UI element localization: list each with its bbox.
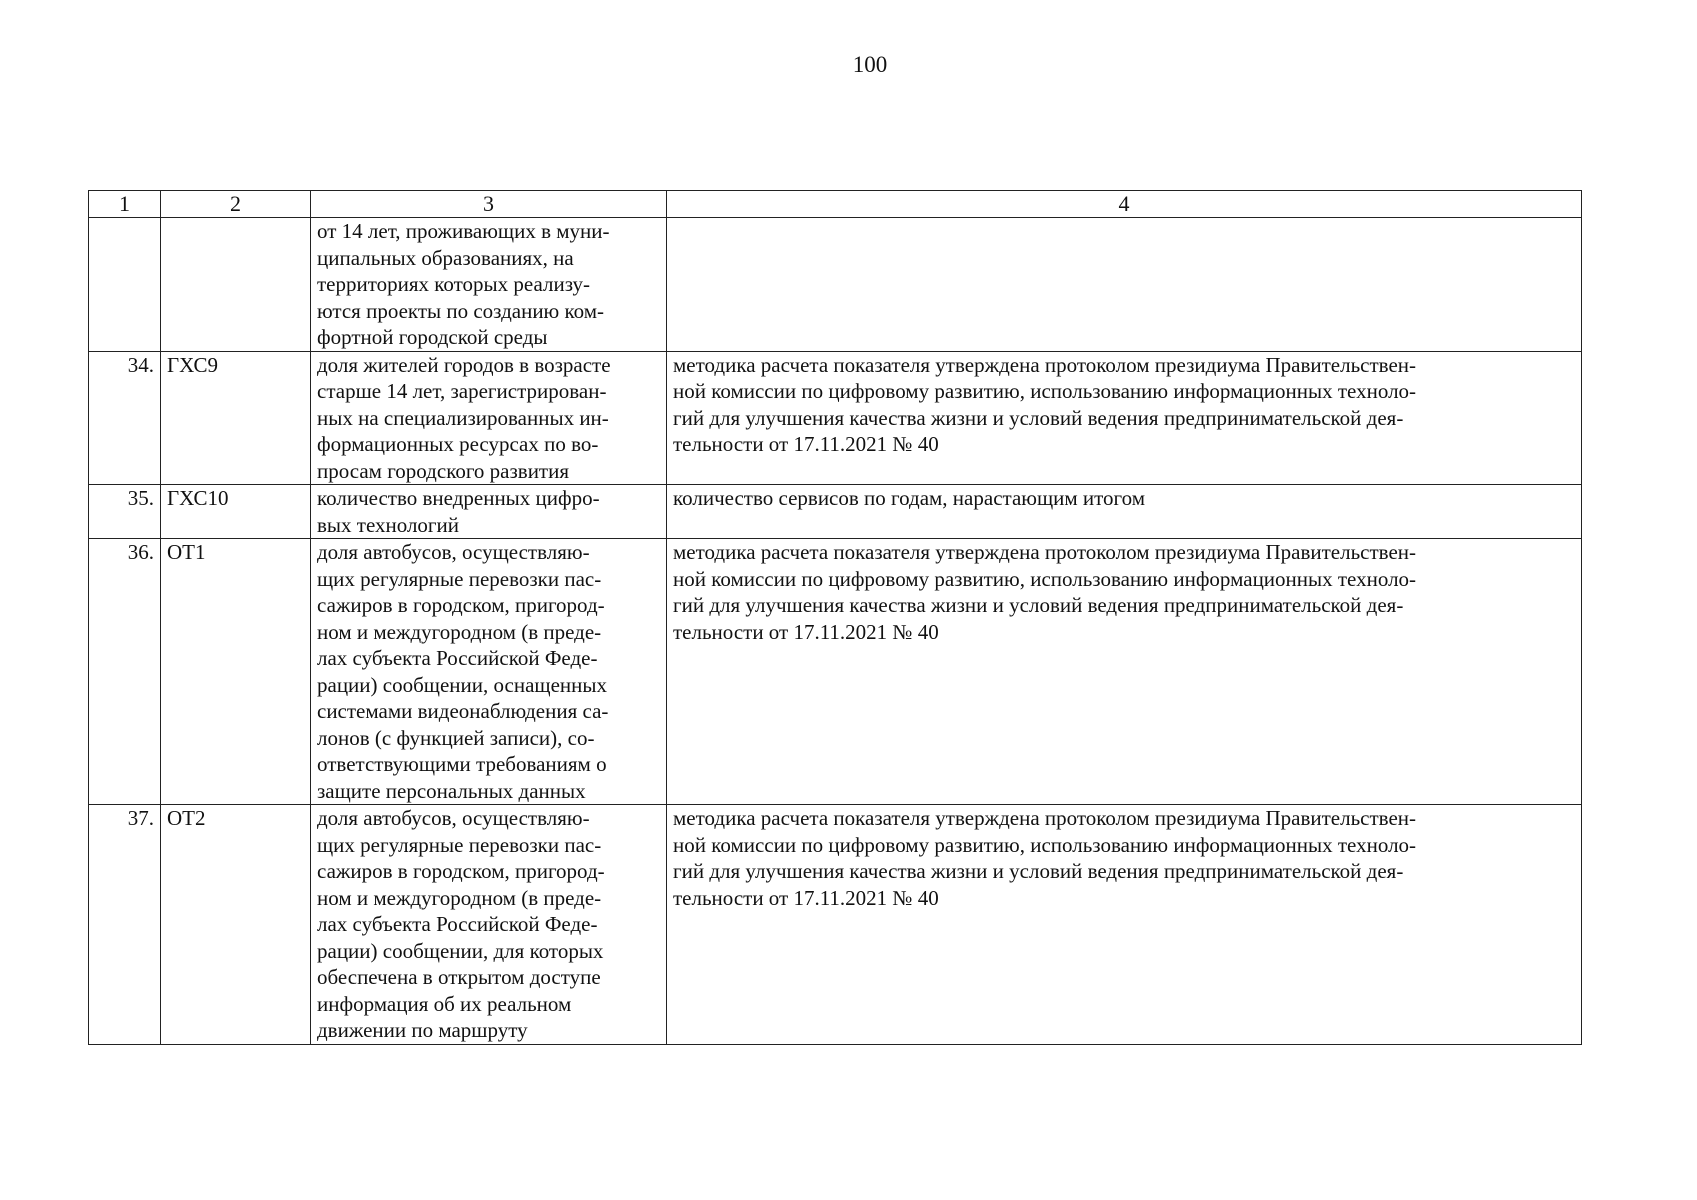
- name-line: щих регулярные перевозки пас-: [317, 566, 602, 591]
- table-row: [89, 485, 1582, 539]
- name-line: количество внедренных цифро-: [317, 486, 600, 510]
- name-line: ются проекты по созданию ком-: [317, 298, 605, 323]
- method-line: количество сервисов по годам, нарастающим итогом: [673, 486, 1146, 510]
- name-line: вых технологий: [317, 512, 460, 537]
- row-name-cell: [311, 539, 667, 805]
- method-line: тельности от 17.11.2021 № 40: [673, 885, 939, 910]
- name-line: рации) сообщении, оснащенных: [317, 672, 607, 697]
- method-line: методика расчета показателя утверждена протоколом президиума Правительствен-: [673, 806, 1416, 830]
- name-line: фортной городской среды: [317, 325, 548, 349]
- name-line: доля автобусов, осуществляю-: [317, 806, 590, 830]
- row-code-cell: ГХС9: [161, 351, 311, 485]
- row-number-cell: 37.: [89, 805, 161, 1045]
- method-line: тельности от 17.11.2021 № 40: [673, 432, 939, 456]
- table-row: [89, 805, 1582, 1045]
- row-name-cell: [311, 218, 667, 352]
- table-row: [89, 539, 1582, 805]
- name-line: обеспечена в открытом доступе: [317, 965, 601, 989]
- name-line: движении по маршруту: [317, 1018, 528, 1042]
- name-line: формационных ресурсах по во-: [317, 432, 599, 456]
- row-number-cell: 34.: [89, 351, 161, 485]
- method-line: методика расчета показателя утверждена протоколом президиума Правительствен-: [673, 540, 1416, 564]
- table-row-continuation: [89, 218, 1582, 352]
- name-line: территориях которых реализу-: [317, 272, 591, 296]
- method-line: методика расчета показателя утверждена протоколом президиума Правительствен-: [673, 352, 1416, 377]
- method-line: гий для улучшения качества жизни и условий ведения предпринимательской дея-: [673, 405, 1404, 430]
- method-line: ной комиссии по цифровому развитию, использованию информационных техноло-: [673, 379, 1417, 403]
- row-name-cell: [311, 485, 667, 539]
- name-line: лах субъекта Российской Феде-: [317, 646, 598, 670]
- row-code-cell: ОТ2: [161, 805, 311, 1045]
- name-line: доля автобусов, осуществляю-: [317, 540, 590, 564]
- table-body: [89, 218, 1582, 1045]
- name-line: старше 14 лет, зарегистрирован-: [317, 379, 607, 403]
- name-line: щих регулярные перевозки пас-: [317, 832, 602, 857]
- row-number-cell: [89, 218, 161, 352]
- row-method-cell: [667, 218, 1582, 352]
- name-line: рации) сообщении, для которых: [317, 938, 604, 963]
- name-line: лонов (с функцией записи), со-: [317, 725, 595, 750]
- header-col-4: 4: [667, 191, 1582, 218]
- row-number-cell: 35.: [89, 485, 161, 539]
- table-header-row: [89, 191, 1582, 218]
- method-line: ной комиссии по цифровому развитию, использованию информационных техноло-: [673, 832, 1417, 857]
- row-code-cell: ОТ1: [161, 539, 311, 805]
- row-method-cell: [667, 539, 1582, 805]
- name-line: сажиров в городском, пригород-: [317, 859, 605, 883]
- name-line: ципальных образованиях, на: [317, 245, 574, 270]
- name-line: ных на специализированных ин-: [317, 405, 609, 430]
- name-line: ном и междугородном (в преде-: [317, 619, 602, 644]
- name-line: лах субъекта Российской Феде-: [317, 912, 598, 936]
- name-line: от 14 лет, проживающих в муни-: [317, 219, 610, 243]
- name-line: ном и междугородном (в преде-: [317, 885, 602, 910]
- name-line: просам городского развития: [317, 458, 570, 483]
- table-row: [89, 351, 1582, 485]
- row-name-cell: [311, 351, 667, 485]
- method-line: тельности от 17.11.2021 № 40: [673, 619, 939, 644]
- row-code-cell: ГХС10: [161, 485, 311, 539]
- page-number: 100: [852, 52, 888, 77]
- header-col-3: 3: [311, 191, 667, 218]
- method-line: гий для улучшения качества жизни и условий ведения предпринимательской дея-: [673, 593, 1404, 617]
- row-name-cell: [311, 805, 667, 1045]
- name-line: защите персональных данных: [317, 778, 586, 803]
- method-line: ной комиссии по цифровому развитию, использованию информационных техноло-: [673, 566, 1417, 591]
- name-line: сажиров в городском, пригород-: [317, 593, 605, 617]
- row-method-cell: [667, 351, 1582, 485]
- indicators-table: [88, 190, 1582, 1045]
- header-col-2: 2: [161, 191, 311, 218]
- name-line: доля жителей городов в возрасте: [317, 352, 611, 377]
- row-number-cell: 36.: [89, 539, 161, 805]
- row-code-cell: [161, 218, 311, 352]
- name-line: системами видеонаблюдения са-: [317, 699, 609, 723]
- method-line: гий для улучшения качества жизни и условий ведения предпринимательской дея-: [673, 859, 1404, 883]
- row-method-cell: [667, 485, 1582, 539]
- header-col-1: 1: [89, 191, 161, 218]
- row-method-cell: [667, 805, 1582, 1045]
- name-line: ответствующими требованиям о: [317, 752, 607, 776]
- name-line: информация об их реальном: [317, 991, 572, 1016]
